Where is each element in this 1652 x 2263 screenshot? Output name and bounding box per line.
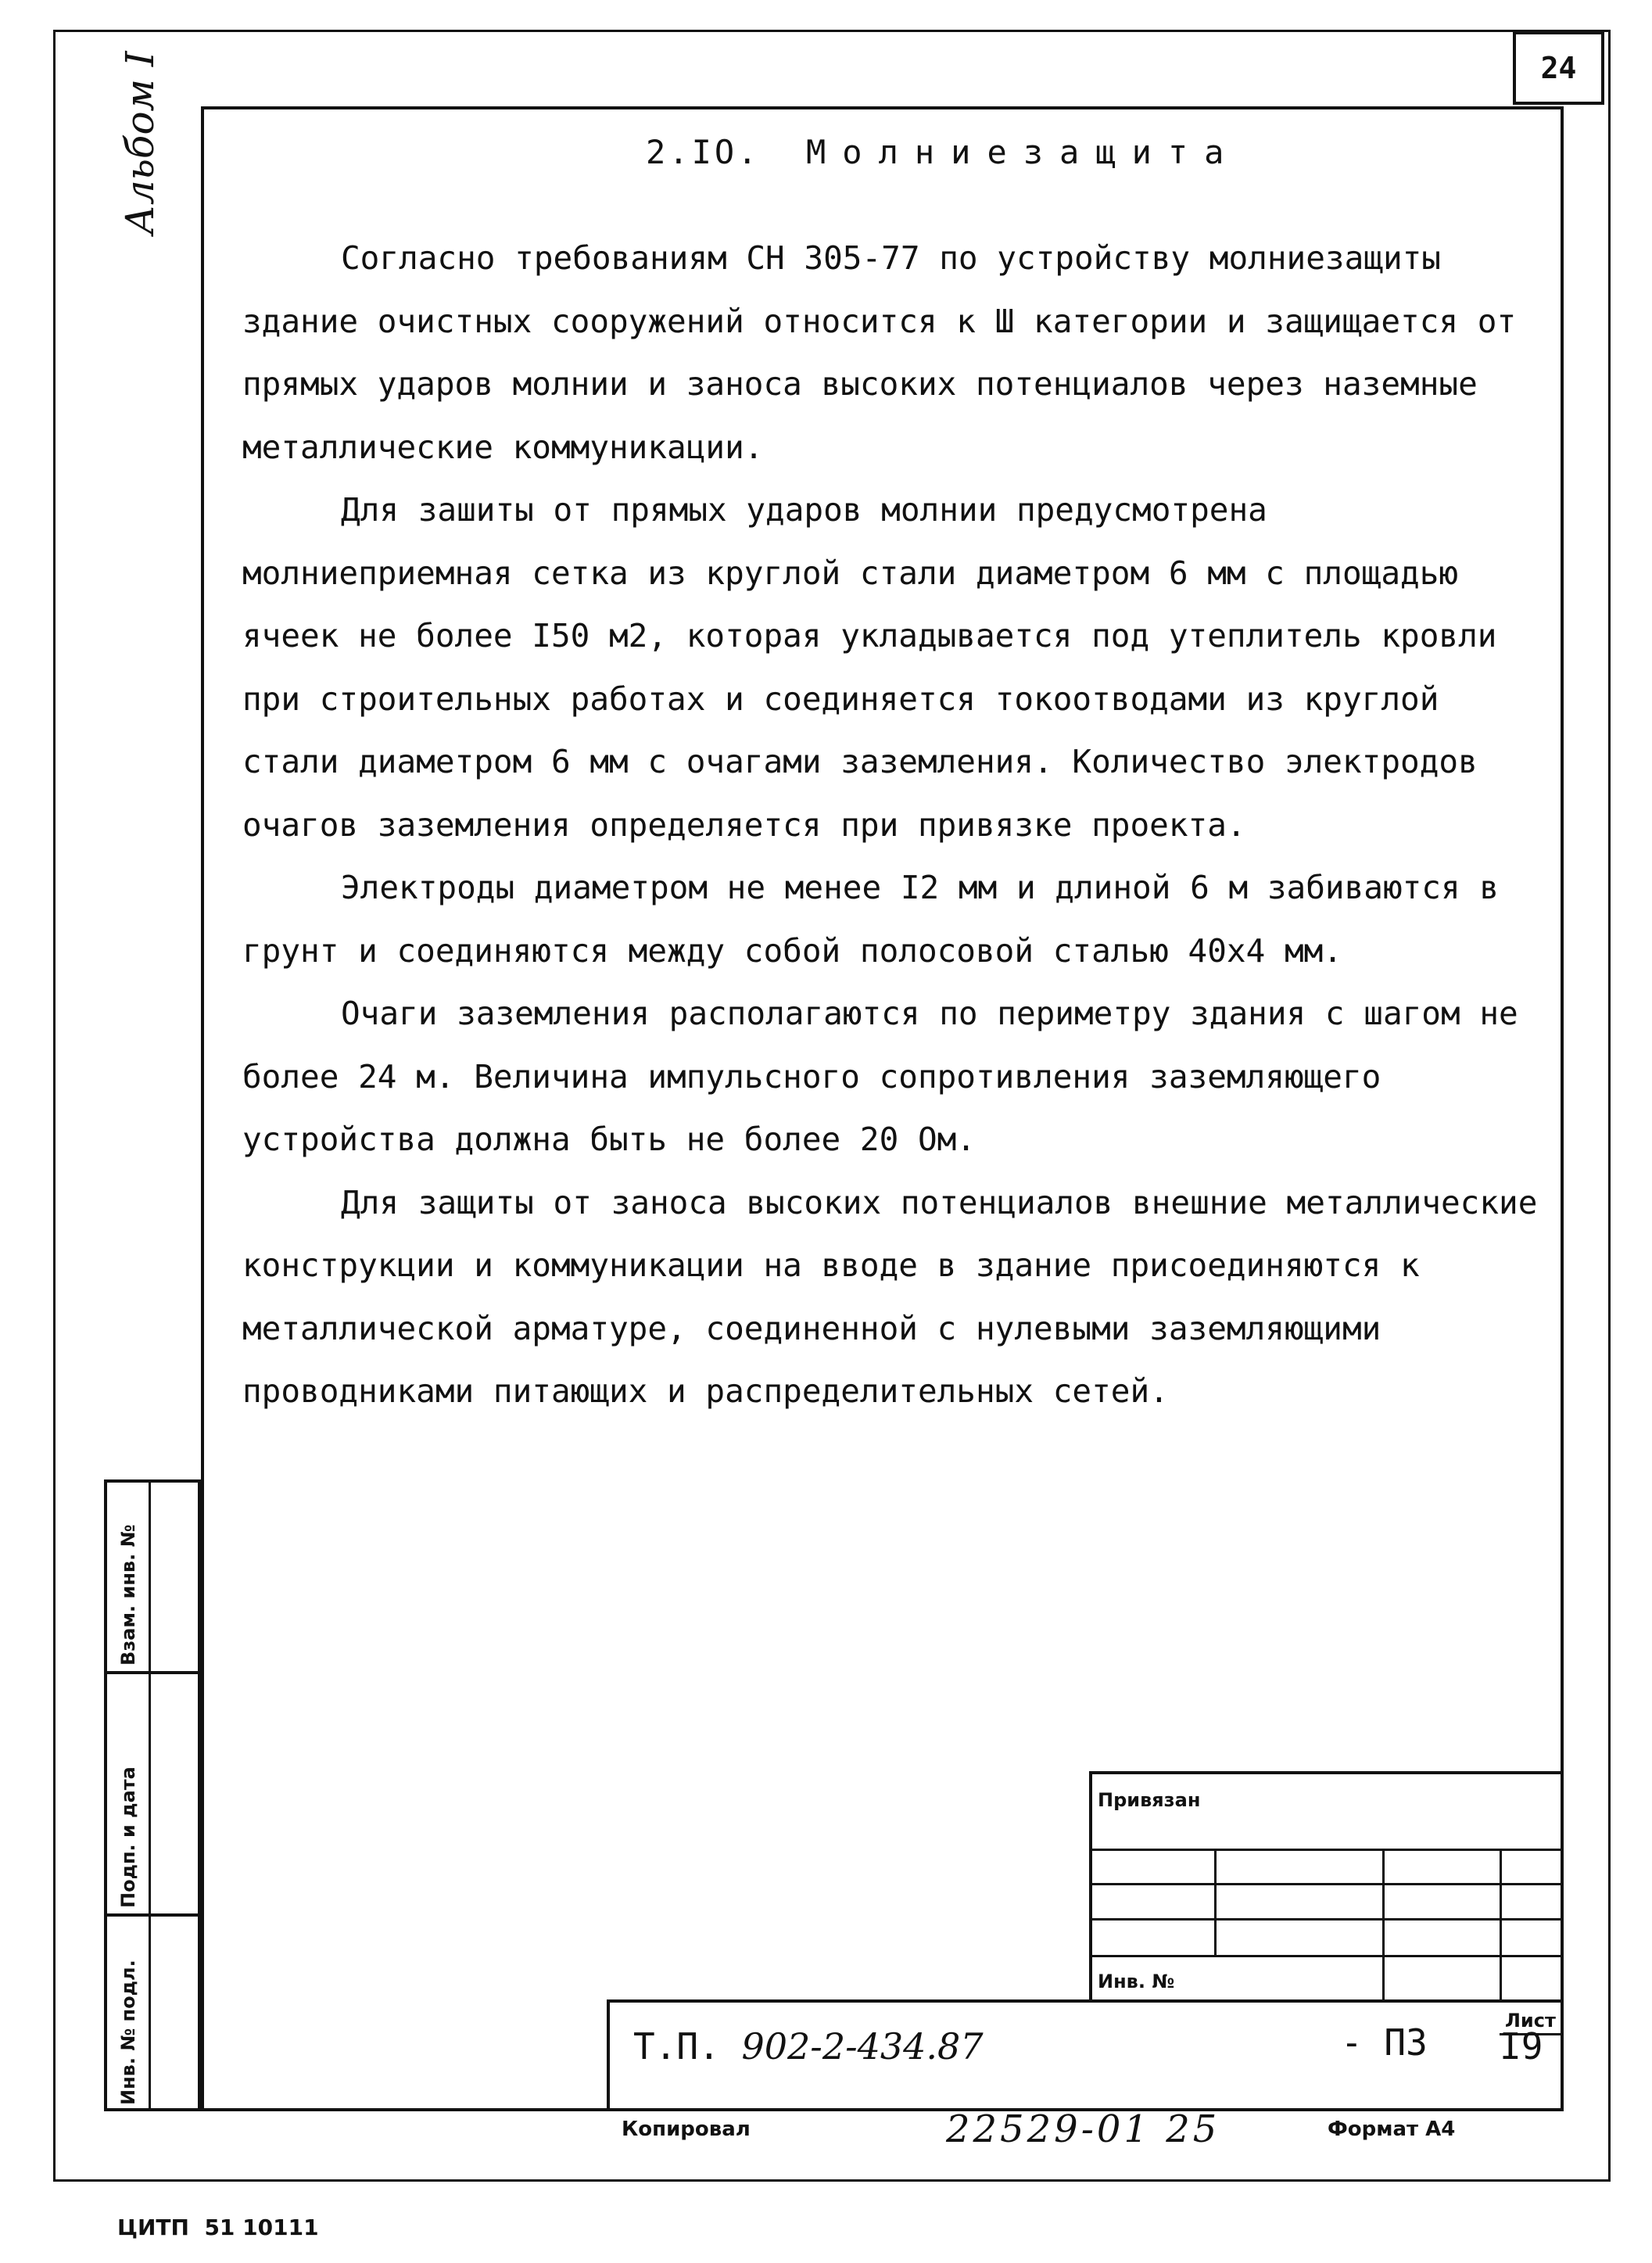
podp-data-label: Подп. и дата: [117, 1766, 139, 1908]
handwritten-number: 22529-01 25: [946, 2107, 1220, 2151]
inv-podl-label: Инв. № подл.: [117, 1960, 139, 2105]
titleblock-line: [1089, 1955, 1564, 1957]
titleblock-line: [1500, 1849, 1502, 2002]
section-title: [646, 133, 1240, 171]
page-number-box: [1513, 31, 1604, 105]
paragraph-5: Для защиты от заноса высоких потенциалов внешние металлические конструкции и коммуникации на вводе в здание присоединяются к металлической арматуре, соединенной с нулевыми заземляющими проводниками питающих и распределительных сетей.: [242, 1183, 1538, 1410]
list-label: Лист: [1505, 2010, 1556, 2032]
titleblock-line: [1089, 1771, 1564, 1774]
paragraph-3: Электроды диаметром не менее I2 мм и длиной 6 м забиваются в грунт и соединяются между собой полосовой сталью 40х4 мм.: [242, 869, 1500, 970]
section-name: Молниезащита: [806, 133, 1241, 171]
paragraph-4: Очаги заземления располагаются по периметру здания с шагом не более 24 м. Величина импульсного сопротивления заземляющего устройства должна быть не более 20 Ом.: [242, 995, 1518, 1158]
document-code: [633, 2025, 984, 2068]
format-label: Формат А4: [1328, 2118, 1456, 2141]
sheet-number: I9: [1500, 2025, 1543, 2068]
citp-stamp: ЦИТП 51 10111: [117, 2215, 319, 2240]
titleblock-line: [1089, 1883, 1564, 1885]
document-code-number: 902-2-434.87: [741, 2025, 984, 2068]
paragraph-1: Согласно требованиям СН 305-77 по устройству молниезащиты здание очистных сооружений относится к Ш категории и защищается от прямых ударов молнии и заноса высоких потенциалов через наземные металлические коммуникации.: [242, 239, 1517, 466]
titleblock-line: [1214, 1849, 1217, 1955]
side-stamp-row-line: [104, 1671, 201, 1674]
copied-label: Копировал: [622, 2118, 751, 2141]
inv-no-label: Инв. №: [1098, 1971, 1175, 1992]
vzam-inv-label: Взам. инв. №: [117, 1524, 139, 1666]
body-text: [242, 227, 1552, 1423]
titleblock-line: [607, 1999, 1564, 2003]
document-code-prefix: Т.П.: [633, 2025, 720, 2068]
side-stamp-row-line: [104, 1913, 201, 1917]
privyazan-label: Привязан: [1098, 1789, 1201, 1811]
album-label: Альбом I: [117, 51, 163, 235]
titleblock-line: [1382, 1849, 1385, 2002]
document-suffix: - ПЗ: [1341, 2021, 1428, 2064]
titleblock-line: [1089, 1918, 1564, 1921]
paragraph-2: Для зашиты от прямых ударов молнии предусмотрена молниеприемная сетка из круглой стали диаметром 6 мм с площадью ячеек не более I50 м2, которая укладывается под утеплитель кровли при строительных работах и соединяется токоотводами из круглой стали диаметром 6 мм с очагами заземления. Количество электродов очагов заземления определяется при привязке проекта.: [242, 491, 1497, 844]
titleblock-line: [1089, 1849, 1564, 1851]
page-number: 24: [1540, 51, 1577, 85]
titleblock-line: [607, 1999, 610, 2111]
section-number: 2.IO.: [646, 133, 761, 171]
titleblock-line: [1089, 1771, 1092, 2002]
side-stamp-divider: [149, 1479, 151, 2111]
